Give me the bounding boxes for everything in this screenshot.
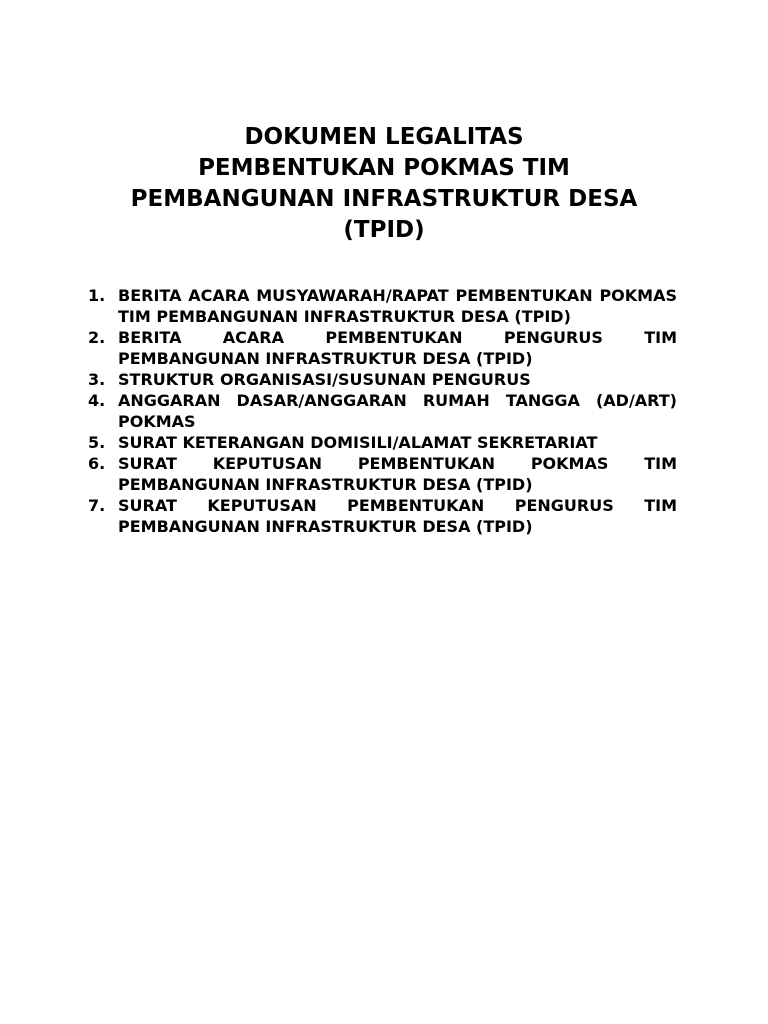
list-item bbox=[88, 453, 677, 495]
list-item bbox=[88, 327, 677, 369]
list-item-text: BERITA ACARA PEMBENTUKAN PENGURUS TIM PEMBANGUNAN INFRASTRUKTUR DESA (TPID) bbox=[118, 328, 677, 368]
list-item-text: BERITA ACARA MUSYAWARAH/RAPAT PEMBENTUKAN POKMAS TIM PEMBANGUNAN INFRASTRUKTUR DESA (TPID) bbox=[118, 286, 677, 326]
list-item-number: 2. bbox=[88, 328, 106, 347]
list-item-text: SURAT KEPUTUSAN PEMBENTUKAN POKMAS TIM PEMBANGUNAN INFRASTRUKTUR DESA (TPID) bbox=[118, 454, 677, 494]
list-item bbox=[88, 495, 677, 537]
list-item-number: 6. bbox=[88, 454, 106, 473]
list-item-text: SURAT KETERANGAN DOMISILI/ALAMAT SEKRETARIAT bbox=[118, 433, 598, 452]
document-title bbox=[60, 122, 708, 246]
list-item-text: SURAT KEPUTUSAN PEMBENTUKAN PENGURUS TIM PEMBANGUNAN INFRASTRUKTUR DESA (TPID) bbox=[118, 496, 677, 536]
title-line: (TPID) bbox=[343, 217, 425, 243]
title-line: PEMBENTUKAN POKMAS TIM bbox=[198, 155, 570, 181]
list-item-number: 1. bbox=[88, 286, 106, 305]
list-item-text: STRUKTUR ORGANISASI/SUSUNAN PENGURUS bbox=[118, 370, 531, 389]
document-list bbox=[88, 285, 677, 537]
list-item-number: 5. bbox=[88, 433, 106, 452]
list-item-text: ANGGARAN DASAR/ANGGARAN RUMAH TANGGA (AD/ART) POKMAS bbox=[118, 391, 677, 431]
list-item bbox=[88, 432, 677, 453]
list-item-number: 7. bbox=[88, 496, 106, 515]
title-line: DOKUMEN LEGALITAS bbox=[244, 124, 524, 150]
list-item bbox=[88, 390, 677, 432]
title-line: PEMBANGUNAN INFRASTRUKTUR DESA bbox=[130, 186, 638, 212]
list-item bbox=[88, 369, 677, 390]
list-item bbox=[88, 285, 677, 327]
list-item-number: 3. bbox=[88, 370, 106, 389]
list-item-number: 4. bbox=[88, 391, 106, 410]
